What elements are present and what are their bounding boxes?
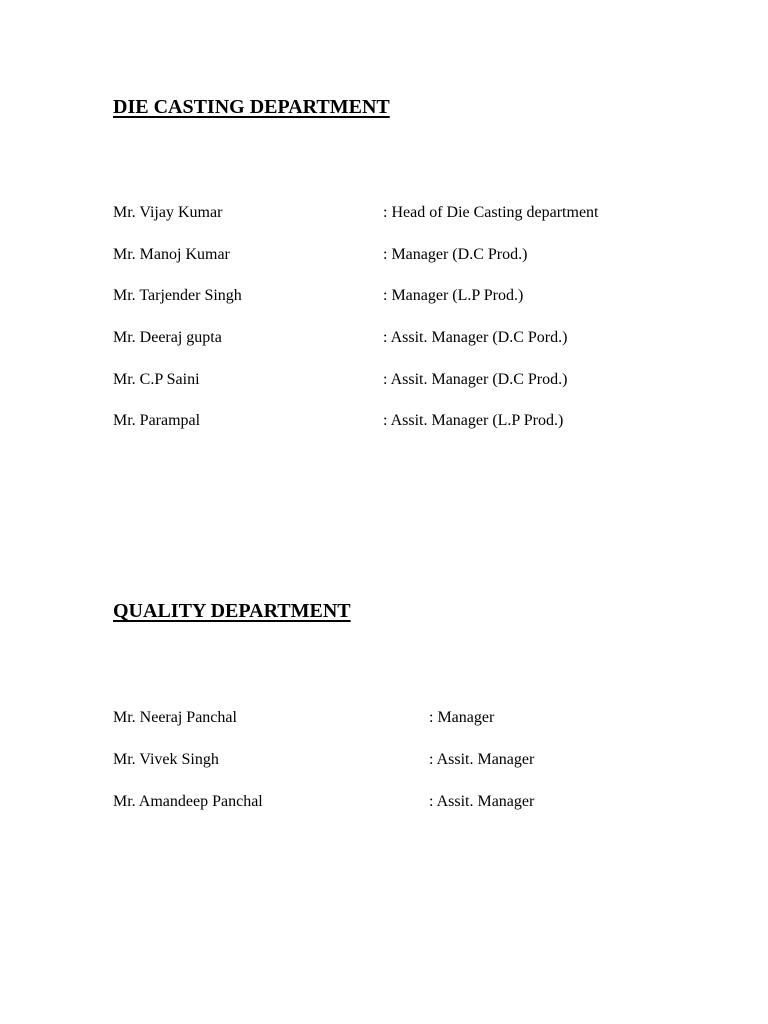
member-name: Mr. Tarjender Singh — [113, 287, 242, 304]
die-casting-heading: DIE CASTING DEPARTMENT — [113, 96, 390, 118]
member-role: : Head of Die Casting department — [383, 204, 599, 221]
quality-heading: QUALITY DEPARTMENT — [113, 600, 351, 622]
member-name: Mr. Vivek Singh — [113, 751, 219, 768]
member-role: : Assit. Manager (L.P Prod.) — [383, 412, 564, 429]
member-name: Mr. Parampal — [113, 412, 201, 429]
member-name: Mr. Amandeep Panchal — [113, 793, 263, 810]
member-name: Mr. Manoj Kumar — [113, 246, 230, 263]
member-role: : Manager (L.P Prod.) — [383, 287, 524, 304]
member-name: Mr. Neeraj Panchal — [113, 709, 237, 726]
member-role: : Assit. Manager (D.C Pord.) — [383, 329, 568, 346]
member-name: Mr. Vijay Kumar — [113, 204, 223, 221]
member-role: : Assit. Manager (D.C Prod.) — [383, 371, 568, 388]
member-name: Mr. Deeraj gupta — [113, 329, 222, 346]
member-role: : Manager — [429, 709, 495, 726]
member-role: : Assit. Manager — [429, 751, 535, 768]
member-role: : Assit. Manager — [429, 793, 535, 810]
member-role: : Manager (D.C Prod.) — [383, 246, 528, 263]
member-name: Mr. C.P Saini — [113, 371, 200, 388]
